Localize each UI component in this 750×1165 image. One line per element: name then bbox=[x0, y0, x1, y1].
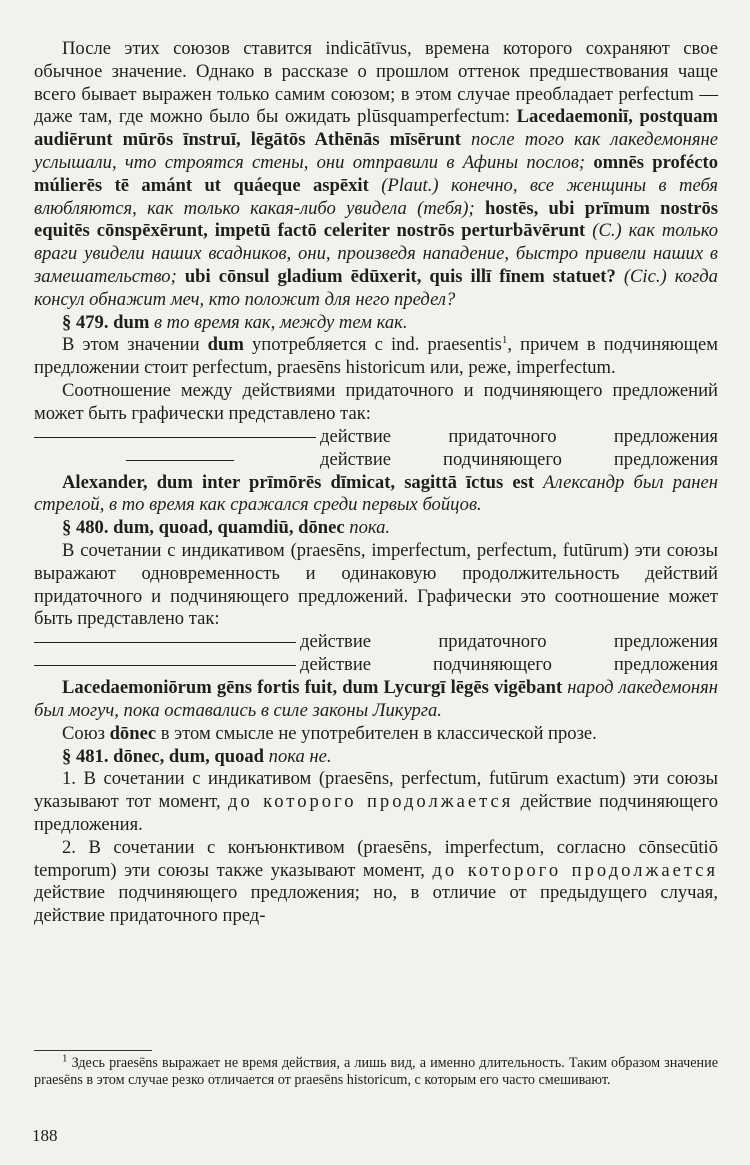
text: употребляется с ind. praesentis bbox=[243, 334, 502, 356]
timeline-line bbox=[34, 642, 296, 643]
example-translation: народ лакедемонян был могуч, пока оставались в силе законы Ликурга. bbox=[34, 677, 718, 721]
text: , причем в подчиняющем предложении стоит perfectum, praesēns historicum или, реже, imperfectum. bbox=[34, 334, 719, 379]
paragraph-479-1 bbox=[34, 334, 718, 380]
timeline-line bbox=[126, 460, 234, 461]
example-latin: omnēs profécto múlierēs tē amánt ut quáeque aspēxit bbox=[34, 151, 718, 196]
footnote-text: Здесь praesēns выражает не время действия, а лишь вид, а именно длительность. Таким образом значение praesēns в этом случае резко отличается от praesēns historicum, с которым его часто смешивают. bbox=[34, 1055, 718, 1089]
diagram-label: действие придаточного предложения bbox=[300, 631, 718, 653]
section-number: § 480. dum, quoad, quamdiū, dōnec bbox=[62, 517, 345, 539]
example-480 bbox=[34, 677, 718, 723]
intro-paragraph bbox=[34, 38, 718, 312]
example-translation: Александр был ранен стрелой, в то время как сражался среди первых бойцов. bbox=[34, 471, 718, 516]
footnote-rule bbox=[34, 1050, 152, 1051]
paragraph-480-2 bbox=[34, 723, 718, 746]
text: Союз bbox=[62, 722, 110, 744]
paragraph-481-1 bbox=[34, 768, 718, 836]
example-latin: Alexander, dum inter prīmōrēs dīmicat, sagittā īctus est bbox=[62, 471, 535, 493]
section-title: пока. bbox=[344, 517, 391, 539]
keyword: dōnec bbox=[109, 722, 157, 744]
footnote-marker: 1 bbox=[501, 334, 508, 347]
example-latin: hostēs, ubi prīmum nostrōs equitēs cōnspēxērunt, impetū factō celeriter nostrōs perturbāvērunt bbox=[34, 197, 718, 242]
paragraph-479-2: Соотношение между действиями придаточного и подчиняющего предложений может быть графически представлено так: bbox=[34, 379, 718, 424]
section-heading-479 bbox=[34, 312, 718, 335]
text: действие подчиняющего предложения; но, в отличие от предыдущего случая, действие придаточного пред- bbox=[34, 882, 718, 927]
example-translation: (Plaut.) конечно, все женщины в тебя влюбляются, как только какая-либо увидела (тебя); bbox=[34, 174, 718, 219]
footnote-marker: 1 bbox=[62, 1052, 68, 1065]
diagram-row-main bbox=[34, 654, 718, 677]
timeline-diagram-1 bbox=[34, 426, 718, 472]
timeline-line bbox=[34, 665, 296, 666]
intro-text: После этих союзов ставится indicātīvus, времена которого сохраняют свое обычное значение. Однако в рассказе о прошлом оттенок предшествования чаще всего бывает выражен только самим союзом; в этом случае преобладает perfectum — даже там, где можно было бы ожидать plūsquamperfectum: bbox=[34, 38, 718, 128]
example-latin: ubi cōnsul gladium ēdūxerit, quis illī fīnem statuet? bbox=[184, 265, 616, 287]
paragraph-480-1: В сочетании с индикативом (praesēns, imperfectum, perfectum, futūrum) эти союзы выражают одновременность и одинаковую продолжительность действий придаточного и подчиняющего предложений. Графически это соотношение может быть представлено так: bbox=[34, 539, 718, 630]
section-title: в то время как, между тем как. bbox=[149, 311, 408, 333]
text: действие подчиняющего предложения. bbox=[34, 791, 718, 835]
timeline-line bbox=[34, 437, 316, 438]
diagram-label: действие подчиняющего предложения bbox=[300, 654, 718, 676]
text: 2. В сочетании с конъюнктивом (praesēns, imperfectum, согласно cōnsecūtiō temporum) эти союзы также указывают момент, bbox=[34, 836, 718, 881]
footnote bbox=[34, 1052, 718, 1089]
diagram-label: действие подчиняющего предложения bbox=[320, 448, 718, 470]
paragraph-481-2 bbox=[34, 837, 718, 928]
page-number: 188 bbox=[32, 1126, 58, 1145]
section-title: пока не. bbox=[264, 745, 332, 767]
keyword: dum bbox=[207, 334, 244, 356]
example-translation: (Cic.) когда консул обнажит меч, кто положит для него предел? bbox=[34, 265, 718, 310]
example-translation: после того как лакедемоняне услышали, что строятся стены, они отправили в Афины послов; bbox=[34, 129, 718, 173]
section-number: § 479. dum bbox=[62, 311, 150, 333]
section-number: § 481. dōnec, dum, quoad bbox=[62, 745, 264, 767]
example-479 bbox=[34, 472, 718, 518]
spaced-emphasis: до которого продолжается bbox=[432, 859, 718, 881]
diagram-row-subordinate bbox=[34, 426, 718, 449]
diagram-label: действие придаточного предложения bbox=[320, 425, 718, 447]
main-text bbox=[34, 38, 718, 928]
text: в этом смысле не употребителен в классической прозе. bbox=[156, 722, 597, 744]
diagram-row-subordinate bbox=[34, 631, 718, 654]
example-latin: Lacedaemoniī, postquam audiērunt mūrōs īnstruī, lēgātōs Athēnās mīsērunt bbox=[34, 106, 719, 151]
diagram-row-main bbox=[34, 449, 718, 472]
spaced-emphasis: до которого продолжается bbox=[228, 791, 514, 813]
timeline-diagram-2 bbox=[34, 631, 718, 677]
text: 1. В сочетании с индикативом (praesēns, perfectum, futūrum exactum) эти союзы указывают тот момент, bbox=[34, 768, 718, 813]
section-heading-480 bbox=[34, 517, 718, 540]
text: В этом значении bbox=[62, 334, 208, 356]
example-translation: (C.) как только враги увидели наших всадников, они, произведя нападение, быстро привели наших в замешательство; bbox=[34, 220, 719, 287]
example-latin: Lacedaemoniōrum gēns fortis fuit, dum Lycurgī lēgēs vigēbant bbox=[62, 677, 563, 699]
section-heading-481 bbox=[34, 746, 718, 769]
